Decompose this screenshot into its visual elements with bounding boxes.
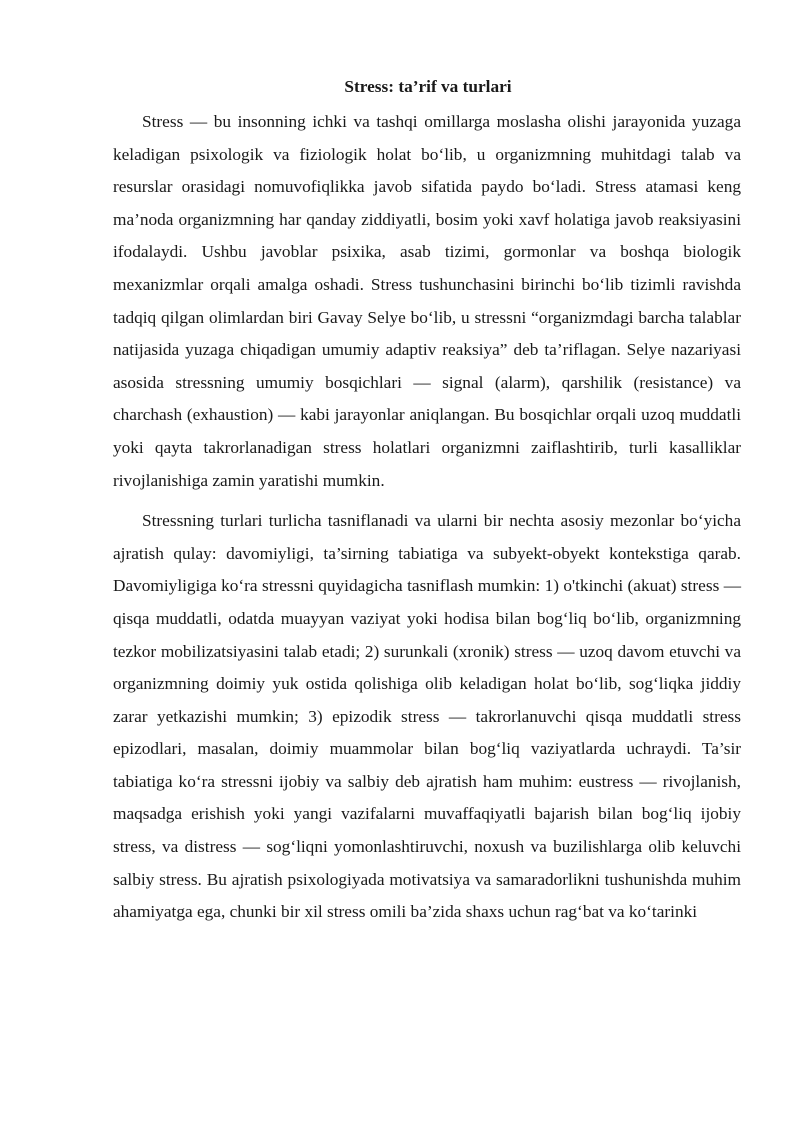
document-body — [113, 74, 741, 929]
document-title: Stress: ta’rif va turlari — [344, 77, 512, 96]
paragraph-types: Stressning turlari turlicha tasniflanadi va ularni bir nechta asosiy mezonlar bo‘yicha ajratish qulay: davomiyligi, ta’sirning tabiatiga va subyekt-obyekt kontekstiga qarab. Davomiyligiga ko‘ra stressni quyidagicha tasniflash mumkin: 1) o'tkinchi (akuat) stress — qisqa muddatli, odatda muayyan vaziyat yoki hodisa bilan bog‘liq bo‘lib, organizmning tezkor mobilizatsiyasini talab etadi; 2) surunkali (xronik) stress — uzoq davom etuvchi va organizmning doimiy yuk ostida qolishiga olib keladigan holat bo‘lib, sog‘liqka jiddiy zarar yetkazishi mumkin; 3) epizodik stress — takrorlanuvchi qisqa muddatli stress epizodlari, masalan, doimiy muammolar bilan bog‘liq vaziyatlarda uchraydi. Ta’sir tabiatiga ko‘ra stressni ijobiy va salbiy deb ajratish ham muhim: eustress — rivojlanish, maqsadga erishish yoki yangi vazifalarni muvaffaqiyatli bajarish bilan bog‘liq ijobiy stress, va distress — sog‘liqni yomonlashtiruvchi, noxush va buzilishlarga olib keluvchi salbiy stress. Bu ajratish psixologiyada motivatsiya va samaradorlikni tushunishda muhim ahamiyatga ega, chunki bir xil stress omili ba’zida shaxs uchun rag‘bat va ko‘tarinki — [113, 511, 741, 922]
paragraph-definition: Stress — bu insonning ichki va tashqi omillarga moslasha olishi jarayonida yuzaga keladigan psixologik va fiziologik holat bo‘lib, u organizmning muhitdagi talab va resurslar orasidagi nomuvofiqlikka javob sifatida paydo bo‘ladi. Stress atamasi keng ma’noda organizmning har qanday ziddiyatli, bosim yoki xavf holatiga javob reaksiyasini ifodalaydi. Ushbu javoblar psixika, asab tizimi, gormonlar va boshqa biologik mexanizmlar orqali amalga oshadi. Stress tushunchasini birinchi bo‘lib tizimli ravishda tadqiq qilgan olimlardan biri Gavay Selye bo‘lib, u stressni “organizmdagi barcha talablar natijasida yuzaga chiqadigan umumiy adaptiv reaksiya” deb ta’riflagan. Selye nazariyasi asosida stressning umumiy bosqichlari — signal (alarm), qarshilik (resistance) va charchash (exhaustion) — kabi jarayonlar aniqlangan. Bu bosqichlar orqali uzoq muddatli yoki qayta takrorlanadigan stress holatlari organizmni zaiflashtirib, turli kasalliklar rivojlanishiga zamin yaratishi mumkin. — [113, 112, 741, 490]
